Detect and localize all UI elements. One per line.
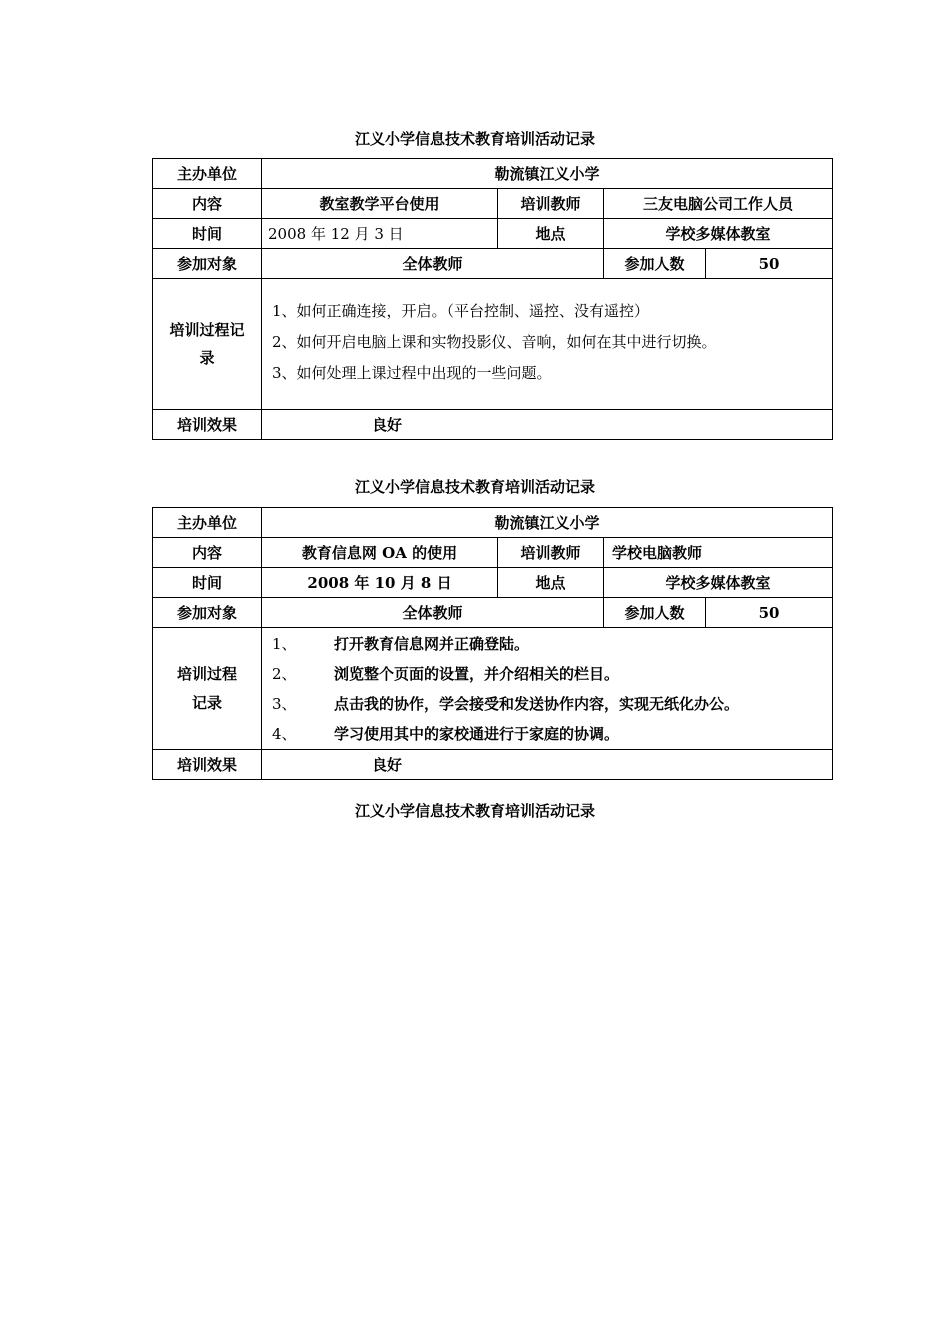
content-value: 教育信息网 OA 的使用 <box>262 538 498 568</box>
process-label <box>153 628 262 750</box>
organizer-value: 勒流镇江义小学 <box>262 508 833 538</box>
process-row <box>153 628 833 750</box>
audience-value: 全体教师 <box>262 249 604 279</box>
organizer-row <box>153 508 833 538</box>
process-content <box>262 628 833 750</box>
effect-row <box>153 410 833 440</box>
process-item-text: 点击我的协作，学会接受和发送协作内容，实现无纸化办公。 <box>334 694 740 713</box>
effect-value: 良好 <box>262 750 833 780</box>
trainer-label: 培训教师 <box>498 189 604 219</box>
process-row <box>153 279 833 410</box>
place-value: 学校多媒体教室 <box>604 219 833 249</box>
count-value: 50 <box>706 249 833 279</box>
process-item <box>272 719 826 749</box>
audience-label: 参加对象 <box>153 598 262 628</box>
process-item-number: 2、 <box>272 664 297 683</box>
place-label: 地点 <box>498 219 604 249</box>
process-label: 培训过程记录 <box>153 279 262 410</box>
content-row <box>153 538 833 568</box>
process-label-line-2: 记录 <box>191 693 222 712</box>
process-item <box>272 629 826 659</box>
effect-label: 培训效果 <box>153 750 262 780</box>
effect-label: 培训效果 <box>153 410 262 440</box>
content-value: 教室教学平台使用 <box>262 189 498 219</box>
process-item: 3、如何处理上课过程中出现的一些问题。 <box>272 363 552 382</box>
time-row <box>153 219 833 249</box>
count-label: 参加人数 <box>604 598 706 628</box>
process-item <box>272 659 826 689</box>
time-row <box>153 568 833 598</box>
process-item-text: 学习使用其中的家校通进行于家庭的协调。 <box>334 724 620 743</box>
organizer-row <box>153 159 833 189</box>
trainer-value: 学校电脑教师 <box>604 538 833 568</box>
organizer-label: 主办单位 <box>153 159 262 189</box>
record-1-table <box>152 158 833 440</box>
content-row <box>153 189 833 219</box>
effect-value: 良好 <box>262 410 833 440</box>
count-label: 参加人数 <box>604 249 706 279</box>
process-item: 1、如何正确连接，开启。（平台控制、遥控、没有遥控） <box>272 301 650 320</box>
record-1-title: 江义小学信息技术教育培训活动记录 <box>354 130 595 148</box>
place-value: 学校多媒体教室 <box>604 568 833 598</box>
process-item-number: 4、 <box>272 724 297 743</box>
content-label: 内容 <box>153 189 262 219</box>
record-3-title: 江义小学信息技术教育培训活动记录 <box>354 802 595 820</box>
process-item-number: 1、 <box>272 634 297 653</box>
process-label-line-1: 培训过程 <box>176 664 237 683</box>
effect-row <box>153 750 833 780</box>
count-value: 50 <box>706 598 833 628</box>
process-content <box>262 279 833 410</box>
trainer-label: 培训教师 <box>498 538 604 568</box>
time-label: 时间 <box>153 568 262 598</box>
process-item-text: 打开教育信息网并正确登陆。 <box>334 634 530 653</box>
time-label: 时间 <box>153 219 262 249</box>
organizer-value: 勒流镇江义小学 <box>262 159 833 189</box>
audience-label: 参加对象 <box>153 249 262 279</box>
record-2-table <box>152 507 833 780</box>
audience-row <box>153 598 833 628</box>
time-value: 2008 年 10 月 8 日 <box>262 568 498 598</box>
process-item-text: 浏览整个页面的设置，并介绍相关的栏目。 <box>334 664 620 683</box>
process-item-number: 3、 <box>272 694 297 713</box>
audience-value: 全体教师 <box>262 598 604 628</box>
record-2-title: 江义小学信息技术教育培训活动记录 <box>354 478 595 496</box>
organizer-label: 主办单位 <box>153 508 262 538</box>
trainer-value: 三友电脑公司工作人员 <box>604 189 833 219</box>
process-item <box>272 689 826 719</box>
place-label: 地点 <box>498 568 604 598</box>
content-label: 内容 <box>153 538 262 568</box>
process-item: 2、如何开启电脑上课和实物投影仪、音响，如何在其中进行切换。 <box>272 332 717 351</box>
time-value: 2008 年 12 月 3 日 <box>262 219 498 249</box>
audience-row <box>153 249 833 279</box>
